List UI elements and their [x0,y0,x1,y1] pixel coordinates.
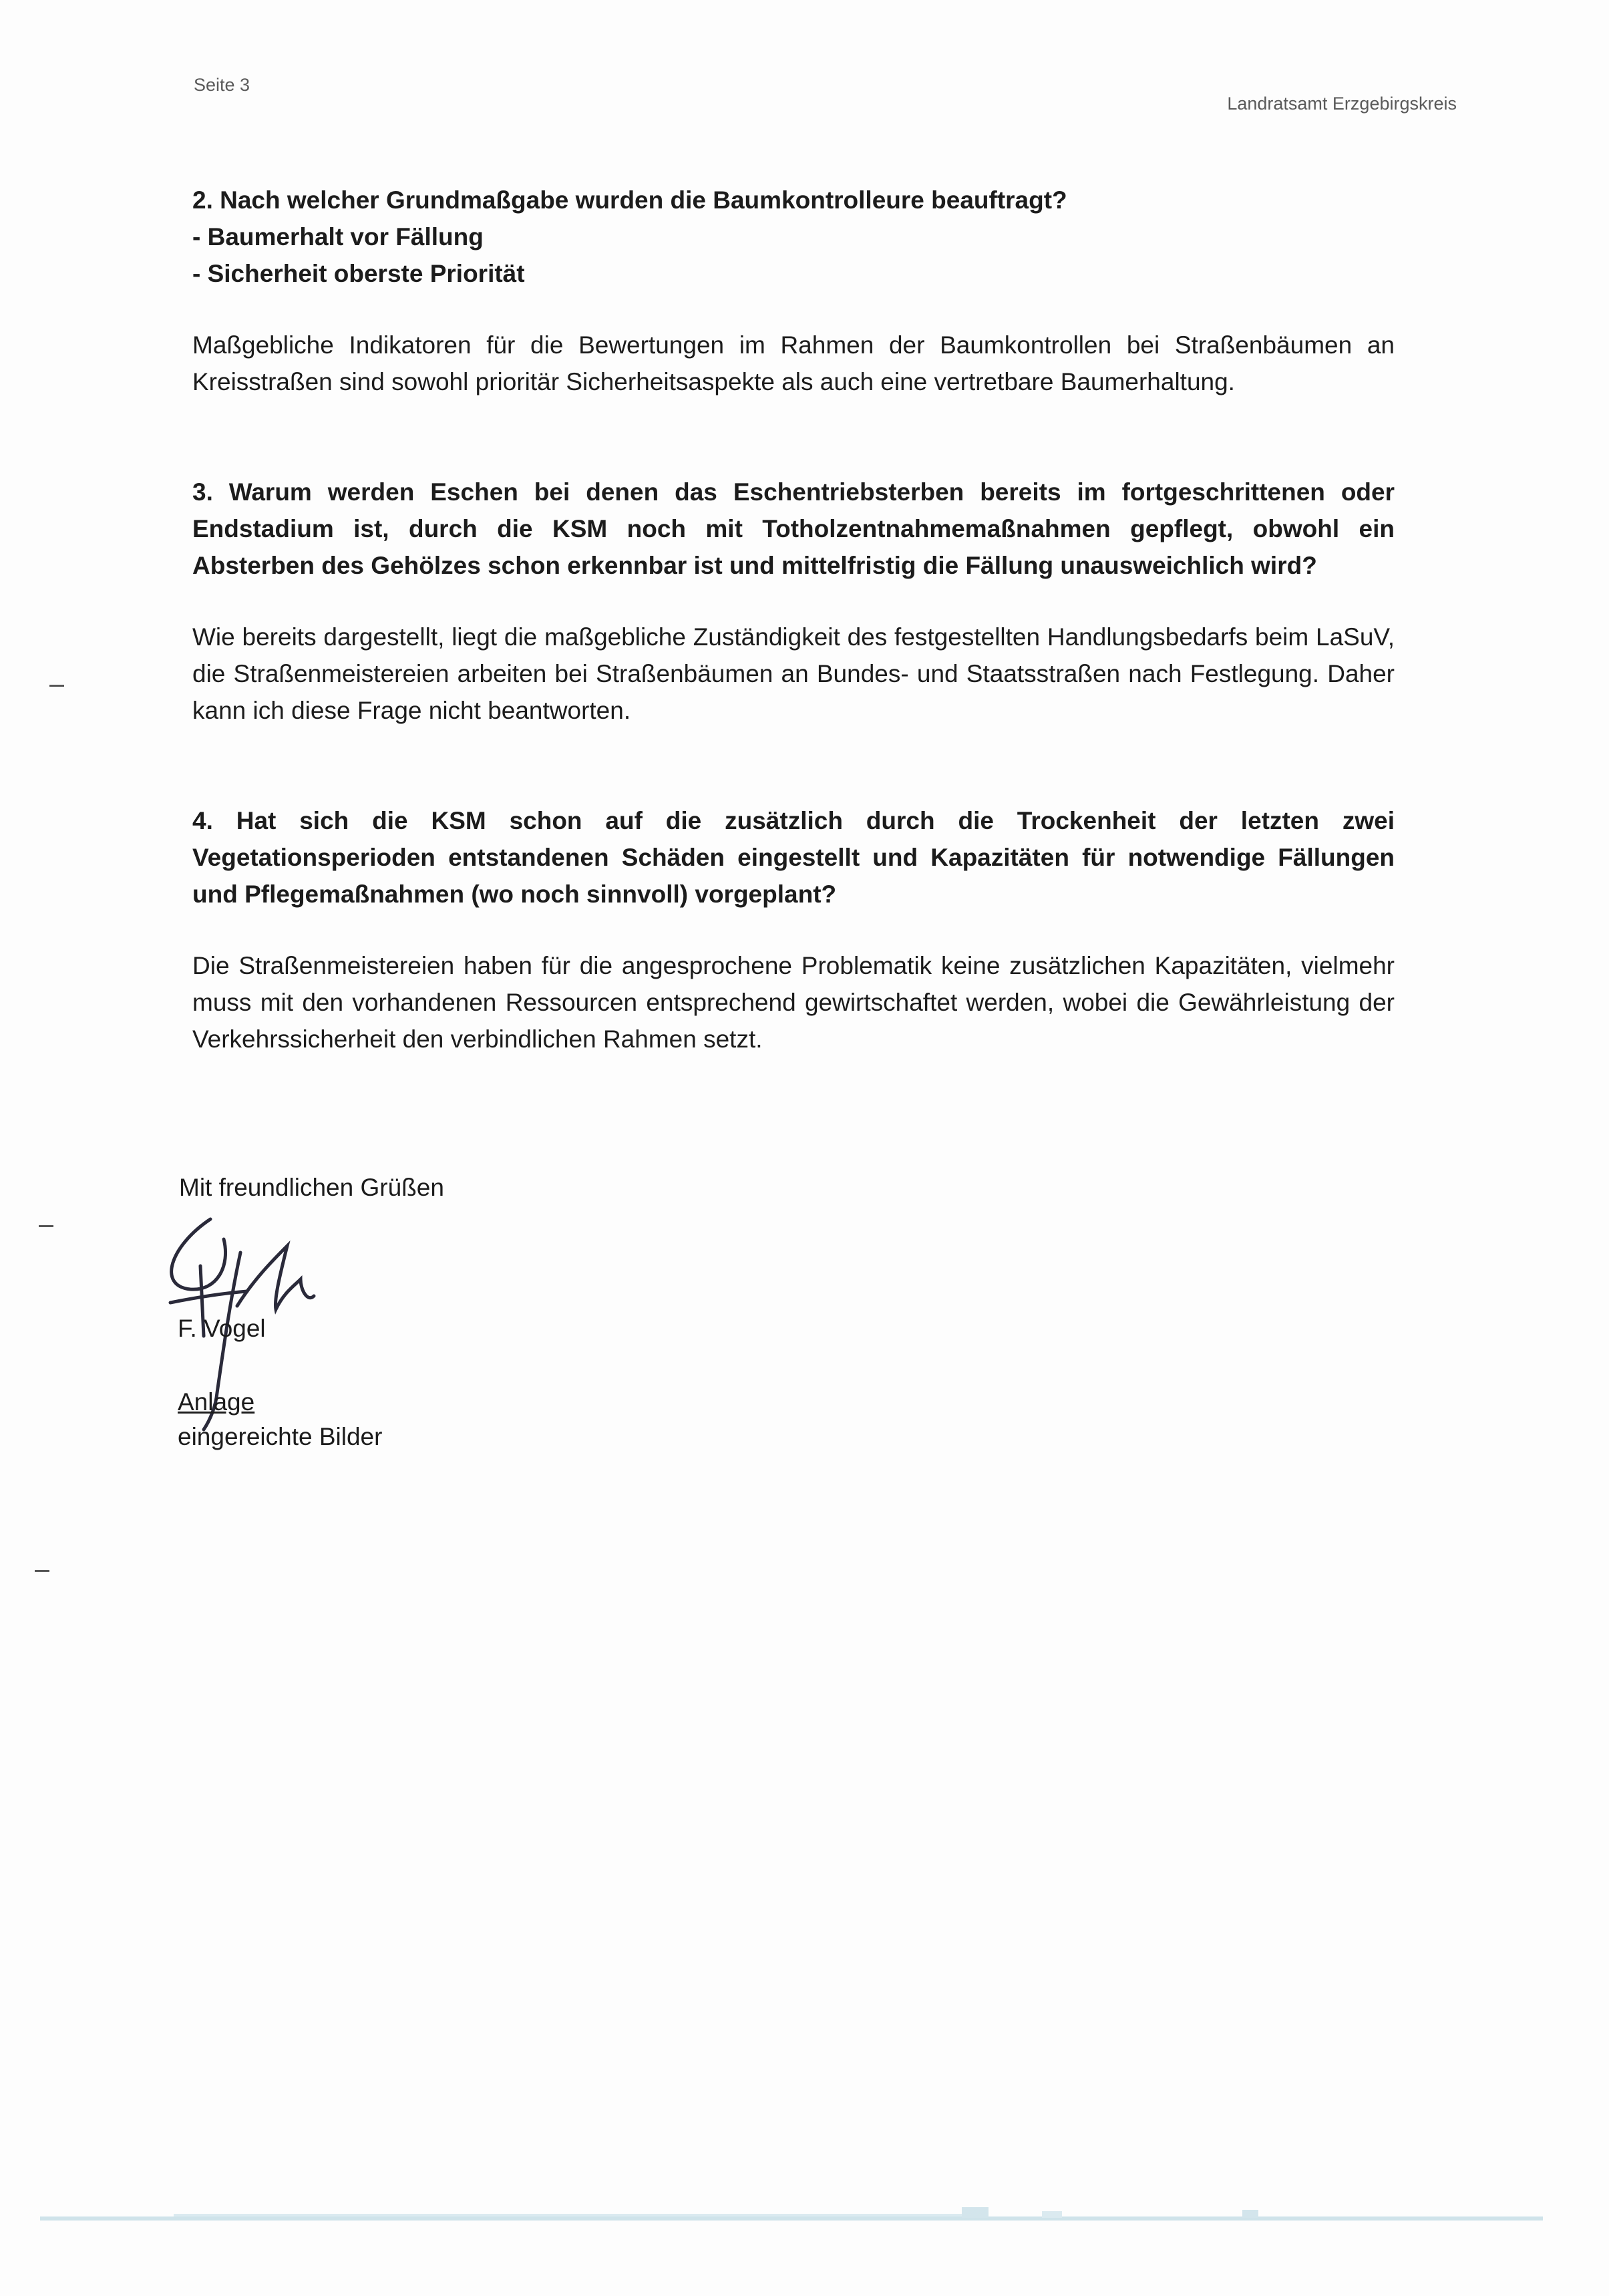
question-3-section [192,474,1395,729]
greeting: Mit freundlichen Grüßen [179,1174,444,1201]
page-number: Seite 3 [194,75,250,95]
margin-mark [39,1225,53,1227]
question-4-section [192,802,1395,1057]
signer-name: F. Vogel [178,1315,266,1342]
question-4-title: 4. Hat sich die KSM schon auf die zusätzlich durch die Trockenheit der letzten zwei Vegetationsperioden entstandenen Schäden eingestellt und Kapazitäten für notwendige Fällungen und Pflegemaßnahmen (wo noch sinnvoll) vorgeplant? [192,807,1395,908]
question-2-bullets [192,218,1395,292]
bullet-item: - Baumerhalt vor Fällung [192,223,484,251]
bullet-item: - Sicherheit oberste Priorität [192,260,525,287]
answer-2: Maßgebliche Indikatoren für die Bewertungen im Rahmen der Baumkontrollen bei Straßenbäumen an Kreisstraßen sind sowohl prioritär Sicherheitsaspekte als auch eine vertretbare Baumerhaltung. [192,331,1395,395]
attachment-text: eingereichte Bilder [178,1423,383,1450]
attachment-title: Anlage [178,1388,255,1416]
scan-edge-artifact [40,2204,1543,2231]
answer-3: Wie bereits dargestellt, liegt die maßgebliche Zuständigkeit des festgestellten Handlungsbedarfs beim LaSuV, die Straßenmeistereien arbeiten bei Straßenbäumen an Bundes- und Staatsstraßen nach Festlegung. Daher kann ich diese Frage nicht beantworten. [192,623,1395,724]
question-3-title: 3. Warum werden Eschen bei denen das Eschentriebsterben bereits im fortgeschrittenen oder Endstadium ist, durch die KSM noch mit Totholzentnahmemaßnahmen gepflegt, obwohl ein Absterben des Gehölzes schon erkennbar ist und mittelfristig die Fällung unausweichlich wird? [192,478,1395,579]
answer-4: Die Straßenmeistereien haben für die angesprochene Problematik keine zusätzlichen Kapazitäten, vielmehr muss mit den vorhandenen Ressourcen entsprechend gewirtschaftet werden, wobei die Gewährleistung der Verkehrssicherheit den verbindlichen Rahmen setzt. [192,952,1395,1053]
question-2-title: 2. Nach welcher Grundmaßgabe wurden die Baumkontrolleure beauftragt? [192,186,1067,214]
question-2-section [192,182,1395,400]
letter-body [192,182,1395,1057]
margin-mark [35,1570,49,1572]
margin-mark [49,685,64,687]
authority-name: Landratsamt Erzgebirgskreis [1227,94,1457,114]
